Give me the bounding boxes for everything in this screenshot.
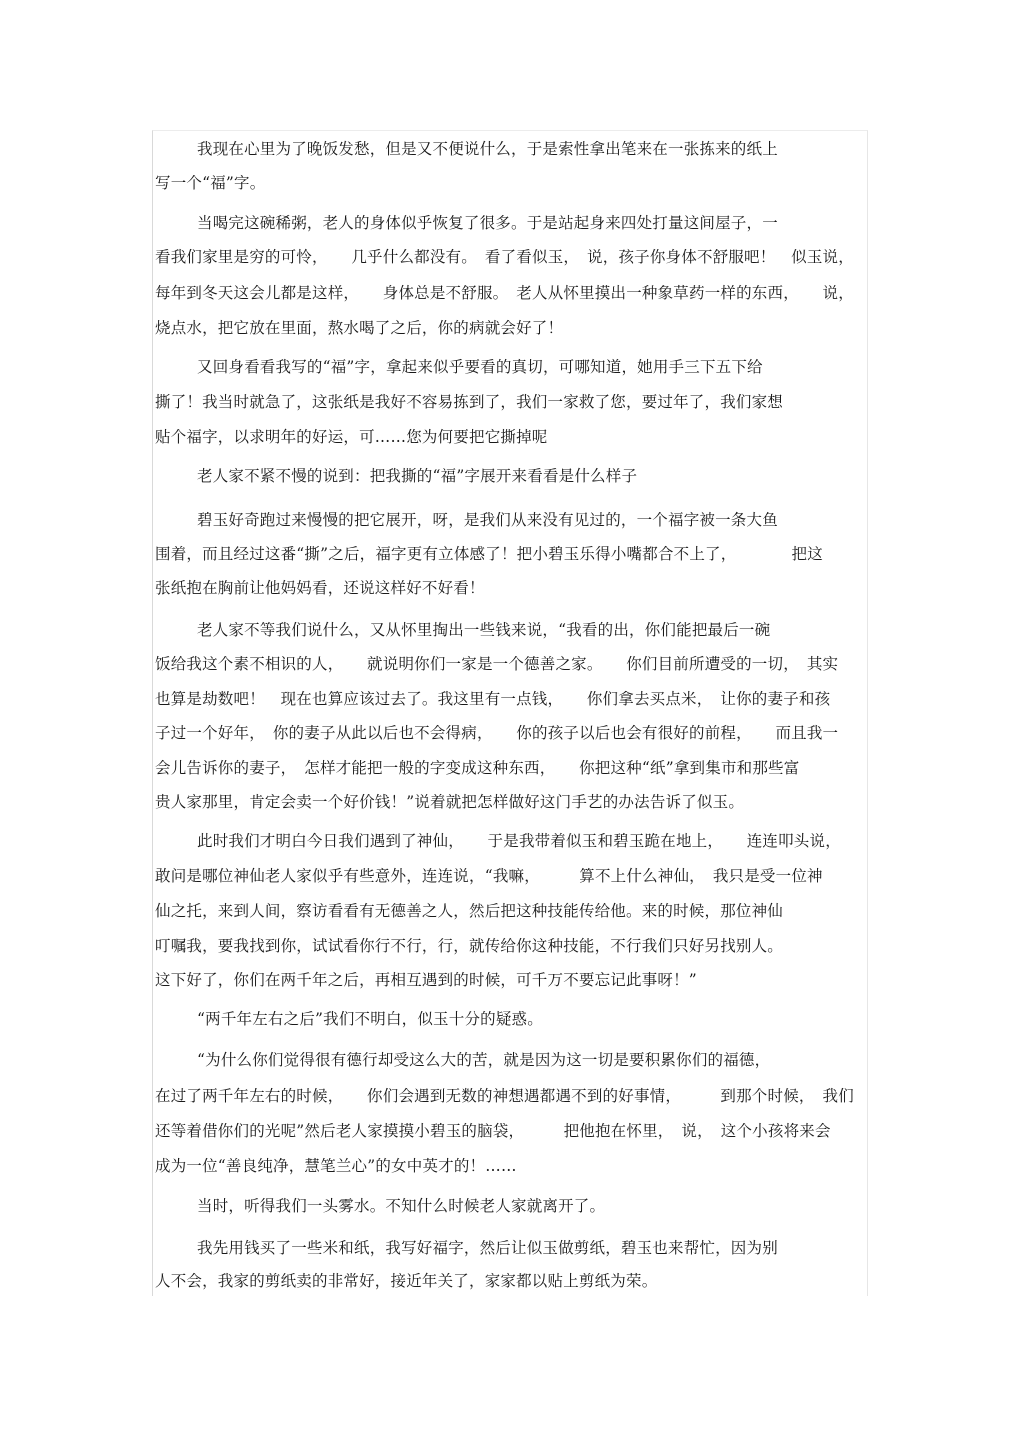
text-line: 张纸抱在胸前让他妈妈看，还说这样好不好看！	[155, 579, 485, 597]
text-line: 这下好了，你们在两千年之后，再相互遇到的时候，可千万不要忘记此事呀！”	[155, 971, 697, 989]
text-line: 当喝完这碗稀粥，老人的身体似乎恢复了很多。于是站起身来四处打量这间屋子，一	[197, 214, 778, 232]
text-line: 叮嘱我，要我找到你，试试看你行不行，行，就传给你这种技能，不行我们只好另找别人。	[155, 937, 784, 955]
text-line: 碧玉好奇跑过来慢慢的把它展开，呀，是我们从来没有见过的，一个福字被一条大鱼	[197, 511, 778, 529]
text-line: 会儿告诉你的妻子， 怎样才能把一般的字变成这种东西， 你把这种“纸”拿到集市和那些富	[155, 759, 800, 777]
text-line: 写一个“福”字。	[155, 174, 266, 192]
text-line: 围着，而且经过这番“撕”之后，福字更有立体感了！把小碧玉乐得小嘴都合不上了， 把这	[155, 545, 823, 563]
text-line: “为什么你们觉得很有德行却受这么大的苦，就是因为这一切是要积累你们的福德，	[197, 1051, 771, 1069]
text-line: 又回身看看我写的“福”字，拿起来似乎要看的真切，可哪知道，她用手三下五下给	[197, 358, 763, 376]
text-line: 子过一个好年， 你的妻子从此以后也不会得病， 你的孩子以后也会有很好的前程， 而且我一	[155, 724, 839, 742]
text-line: 此时我们才明白今日我们遇到了神仙， 于是我带着似玉和碧玉跪在地上， 连连叩头说，	[197, 832, 841, 850]
text-line: “两千年左右之后”我们不明白，似玉十分的疑惑。	[197, 1010, 543, 1028]
text-line: 撕了！我当时就急了，这张纸是我好不容易拣到了，我们一家救了您，要过年了，我们家想	[155, 393, 784, 411]
text-line: 烧点水，把它放在里面，熬水喝了之后，你的病就会好了！	[155, 319, 564, 337]
text-line: 在过了两千年左右的时候， 你们会遇到无数的神想遇都遇不到的好事情， 到那个时候， 我们	[155, 1087, 854, 1105]
text-line: 每年到冬天这会儿都是这样， 身体总是不舒服。 老人从怀里摸出一种象草药一样的东西， 说，	[155, 284, 854, 302]
text-line: 仙之托，来到人间，察访看看有无德善之人，然后把这种技能传给他。来的时候，那位神仙	[155, 902, 784, 920]
text-line: 还等着借你们的光呢”然后老人家摸摸小碧玉的脑袋， 把他抱在怀里， 说， 这个小孩将来会	[155, 1122, 831, 1140]
text-line: 贴个福字，以求明年的好运，可……您为何要把它撕掉呢	[155, 428, 548, 446]
text-line: 人不会，我家的剪纸卖的非常好，接近年关了，家家都以贴上剪纸为荣。	[155, 1272, 658, 1290]
text-line: 成为一位“善良纯净，慧笔兰心”的女中英才的！……	[155, 1157, 517, 1175]
text-line: 也算是劫数吧！ 现在也算应该过去了。我这里有一点钱， 你们拿去买点米， 让你的妻子和孩	[155, 690, 831, 708]
text-line: 老人家不等我们说什么，又从怀里掏出一些钱来说，“我看的出，你们能把最后一碗	[197, 621, 771, 639]
text-line: 老人家不紧不慢的说到：把我撕的“福”字展开来看看是什么样子	[197, 467, 638, 485]
text-line: 我先用钱买了一些米和纸，我写好福字，然后让似玉做剪纸，碧玉也来帮忙，因为别	[197, 1239, 778, 1257]
text-line: 我现在心里为了晚饭发愁，但是又不便说什么，于是索性拿出笔来在一张拣来的纸上	[197, 140, 778, 158]
text-line: 当时，听得我们一头雾水。不知什么时候老人家就离开了。	[197, 1197, 606, 1215]
text-line: 饭给我这个素不相识的人， 就说明你们一家是一个德善之家。 你们目前所遭受的一切， 其实	[155, 655, 839, 673]
text-line: 敢问是哪位神仙老人家似乎有些意外，连连说，“我嘛， 算不上什么神仙， 我只是受一位神	[155, 867, 823, 885]
text-line: 看我们家里是穷的可怜， 几乎什么都没有。 看了看似玉， 说，孩子你身体不舒服吧！ 似玉说，	[155, 248, 854, 266]
text-line: 贵人家那里，肯定会卖一个好价钱！”说着就把怎样做好这门手艺的办法告诉了似玉。	[155, 793, 745, 811]
